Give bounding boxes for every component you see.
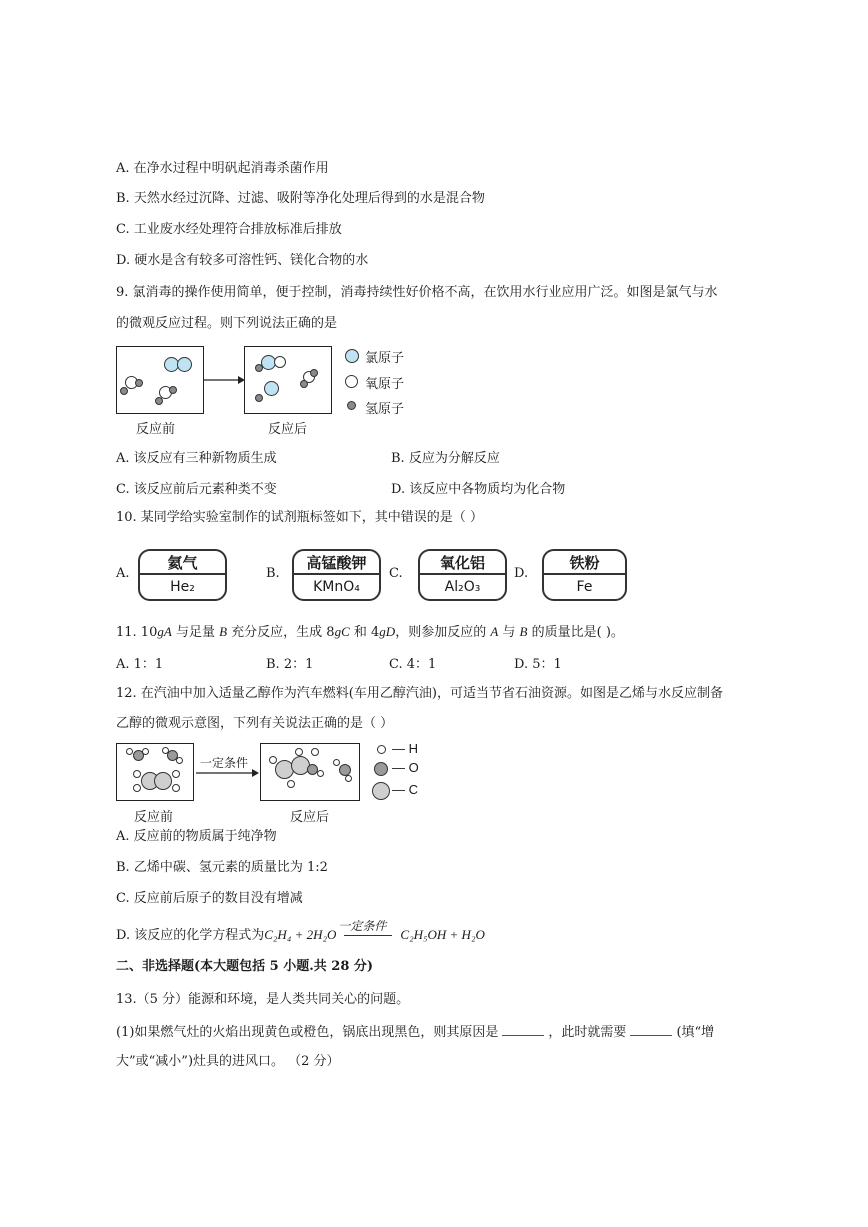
label-name: 氦气 bbox=[140, 551, 225, 575]
hydrogen-atom bbox=[255, 394, 263, 402]
section2-heading: 二、非选择题(本大题包括 5 小题.共 28 分) bbox=[116, 959, 374, 974]
chlorine-atom bbox=[264, 381, 279, 396]
q12-option-a: A. 反应前的物质属于纯净物 bbox=[116, 829, 277, 844]
q10-label-helium bbox=[138, 549, 227, 601]
hydrogen-atom bbox=[176, 757, 183, 764]
q11-option-b: B. 2：1 bbox=[266, 657, 314, 672]
label-name: 铁粉 bbox=[544, 551, 625, 575]
hydrogen-legend-icon bbox=[377, 745, 386, 754]
hydrogen-atom bbox=[155, 397, 163, 405]
q12-legend-o: — O bbox=[392, 760, 419, 775]
hydrogen-atom bbox=[317, 770, 324, 777]
q12-arrow bbox=[196, 768, 260, 778]
hydrogen-atom bbox=[295, 748, 303, 756]
q9-option-d: D. 该反应中各物质均为化合物 bbox=[391, 482, 566, 497]
hydrogen-legend-icon bbox=[347, 401, 356, 410]
q11-var: gC bbox=[334, 624, 350, 639]
reaction-bar bbox=[344, 935, 392, 936]
hydrogen-atom bbox=[333, 759, 340, 766]
hydrogen-atom bbox=[162, 747, 169, 754]
hydrogen-atom bbox=[310, 369, 318, 377]
carbon-legend-icon bbox=[372, 782, 390, 800]
hydrogen-atom bbox=[255, 364, 263, 372]
q9-option-c: C. 该反应前后元素种类不变 bbox=[116, 482, 277, 497]
q9-stem-line2: 的微观反应过程。则下列说法正确的是 bbox=[116, 316, 338, 331]
q9-legend-oxygen: 氧原子 bbox=[365, 377, 405, 392]
hydrogen-atom bbox=[169, 386, 177, 394]
answer-blank-1[interactable] bbox=[502, 1021, 544, 1036]
q12-option-d-prefix: D. 该反应的化学方程式为 bbox=[116, 928, 265, 943]
label-name: 高锰酸钾 bbox=[294, 551, 379, 575]
label-formula: Fe bbox=[576, 579, 593, 595]
label-formula: Al₂O₃ bbox=[444, 579, 481, 595]
q11-text: 和 4 bbox=[349, 625, 380, 640]
q12-before-box bbox=[116, 743, 194, 801]
q12-after-caption: 反应后 bbox=[290, 810, 330, 825]
q8-option-b: B. 天然水经过沉降、过滤、吸附等净化处理后得到的水是混合物 bbox=[116, 191, 485, 206]
q12-legend-c: — C bbox=[392, 782, 418, 797]
oxygen-legend-icon bbox=[345, 375, 358, 388]
q11-var: B bbox=[219, 624, 228, 639]
equation-right: C₂H₅OH + H₂O bbox=[400, 927, 485, 942]
hydrogen-atom bbox=[133, 770, 141, 778]
q11-option-a: A. 1：1 bbox=[116, 657, 164, 672]
q11-var: gA bbox=[157, 624, 172, 639]
q12-stem-line1: 12. 在汽油中加入适量乙醇作为汽车燃料(车用乙醇汽油)，可适当节省石油资源。如图是乙烯与水反应制备 bbox=[116, 686, 723, 701]
q11-option-d: D. 5：1 bbox=[514, 657, 562, 672]
oxygen-atom bbox=[274, 356, 286, 368]
q11-text: 与 bbox=[498, 625, 520, 640]
equation-left: C₂H₄ + 2H₂O bbox=[264, 927, 337, 942]
q12-option-c: C. 反应前后原子的数目没有增减 bbox=[116, 891, 303, 906]
q9-option-a: A. 该反应有三种新物质生成 bbox=[116, 451, 277, 466]
hydrogen-atom bbox=[142, 748, 149, 755]
reaction-arrow bbox=[336, 919, 400, 939]
q11-var: A bbox=[490, 624, 499, 639]
chlorine-atom bbox=[177, 357, 192, 372]
q12-legend-h: — H bbox=[392, 741, 418, 756]
q13-part1-text-c: (填“增 bbox=[676, 1025, 715, 1040]
q13-part1-text-a: (1)如果燃气灶的火焰出现黄色或橙色，锅底出现黑色，则其原因是 bbox=[116, 1025, 499, 1040]
q10-label-alumina bbox=[418, 549, 507, 601]
q9-arrow bbox=[204, 374, 246, 386]
hydrogen-atom bbox=[126, 748, 133, 755]
q10-letter-d: D. bbox=[514, 566, 529, 581]
q10-stem: 10. 某同学给实验室制作的试剂瓶标签如下，其中错误的是（ ） bbox=[116, 510, 483, 525]
q9-after-caption: 反应后 bbox=[268, 422, 308, 437]
q9-legend-chlorine: 氯原子 bbox=[365, 351, 405, 366]
q12-stem-line2: 乙醇的微观示意图，下列有关说法正确的是（ ） bbox=[116, 716, 394, 731]
q13-part1-text-b: ，此时就需要 bbox=[548, 1025, 627, 1040]
hydrogen-atom bbox=[172, 784, 180, 792]
q12-option-d bbox=[116, 919, 485, 946]
q10-letter-c: C. bbox=[389, 566, 403, 581]
q9-before-box bbox=[116, 346, 204, 414]
hydrogen-atom bbox=[133, 784, 141, 792]
q9-legend-hydrogen: 氢原子 bbox=[365, 402, 405, 417]
q10-letter-a: A. bbox=[116, 566, 130, 581]
q12-before-caption: 反应前 bbox=[134, 810, 174, 825]
q11-stem bbox=[116, 622, 624, 643]
q11-var: gD bbox=[379, 624, 396, 639]
hydrogen-atom bbox=[300, 380, 308, 388]
label-formula: KMnO₄ bbox=[313, 579, 360, 595]
q11-option-c: C. 4：1 bbox=[389, 657, 437, 672]
carbon-atom bbox=[154, 772, 172, 790]
q12-arrow-label: 一定条件 bbox=[200, 756, 249, 770]
q11-text: 与足量 bbox=[171, 625, 220, 640]
q10-label-iron bbox=[542, 549, 627, 601]
q9-after-box bbox=[244, 346, 332, 414]
hydrogen-atom bbox=[120, 387, 128, 395]
q9-stem-line1: 9. 氯消毒的操作使用简单，便于控制，消毒持续性好价格不高，在饮用水行业应用广泛。如图是氯气与水 bbox=[116, 285, 718, 300]
hydrogen-atom bbox=[311, 748, 319, 756]
q8-option-a: A. 在净水过程中明矾起消毒杀菌作用 bbox=[116, 161, 329, 176]
q13-stem: 13.（5 分）能源和环境，是人类共同关心的问题。 bbox=[116, 992, 410, 1007]
q12-after-box bbox=[260, 743, 360, 801]
hydrogen-atom bbox=[287, 780, 295, 788]
q8-option-d: D. 硬水是含有较多可溶性钙、镁化合物的水 bbox=[116, 253, 369, 268]
chlorine-legend-icon bbox=[345, 349, 359, 363]
hydrogen-atom bbox=[135, 379, 143, 387]
hydrogen-atom bbox=[172, 770, 180, 778]
answer-blank-2[interactable] bbox=[630, 1021, 672, 1036]
q13-part1-line1 bbox=[116, 1021, 714, 1043]
q11-text: 11. 10 bbox=[116, 625, 158, 640]
label-formula: He₂ bbox=[170, 579, 195, 595]
q11-text: ，则参加反应的 bbox=[395, 625, 491, 640]
q10-letter-b: B. bbox=[266, 566, 280, 581]
hydrogen-atom bbox=[345, 775, 352, 782]
q11-text: 充分反应，生成 8 bbox=[227, 625, 335, 640]
q12-option-b: B. 乙烯中碳、氢元素的质量比为 1:2 bbox=[116, 860, 328, 875]
q10-label-permanganate bbox=[292, 549, 381, 601]
q11-text: 的质量比是( )。 bbox=[527, 625, 624, 640]
reaction-condition: 一定条件 bbox=[338, 919, 387, 933]
q11-var: B bbox=[519, 624, 528, 639]
q9-before-caption: 反应前 bbox=[136, 422, 176, 437]
hydrogen-atom bbox=[269, 756, 277, 764]
q13-part1-line2: 大”或“减小”)灶具的进风口。 （2 分） bbox=[116, 1054, 340, 1069]
oxygen-legend-icon bbox=[374, 762, 388, 776]
q8-option-c: C. 工业废水经处理符合排放标准后排放 bbox=[116, 222, 342, 237]
q9-option-b: B. 反应为分解反应 bbox=[391, 451, 500, 466]
label-name: 氧化铝 bbox=[420, 551, 505, 575]
